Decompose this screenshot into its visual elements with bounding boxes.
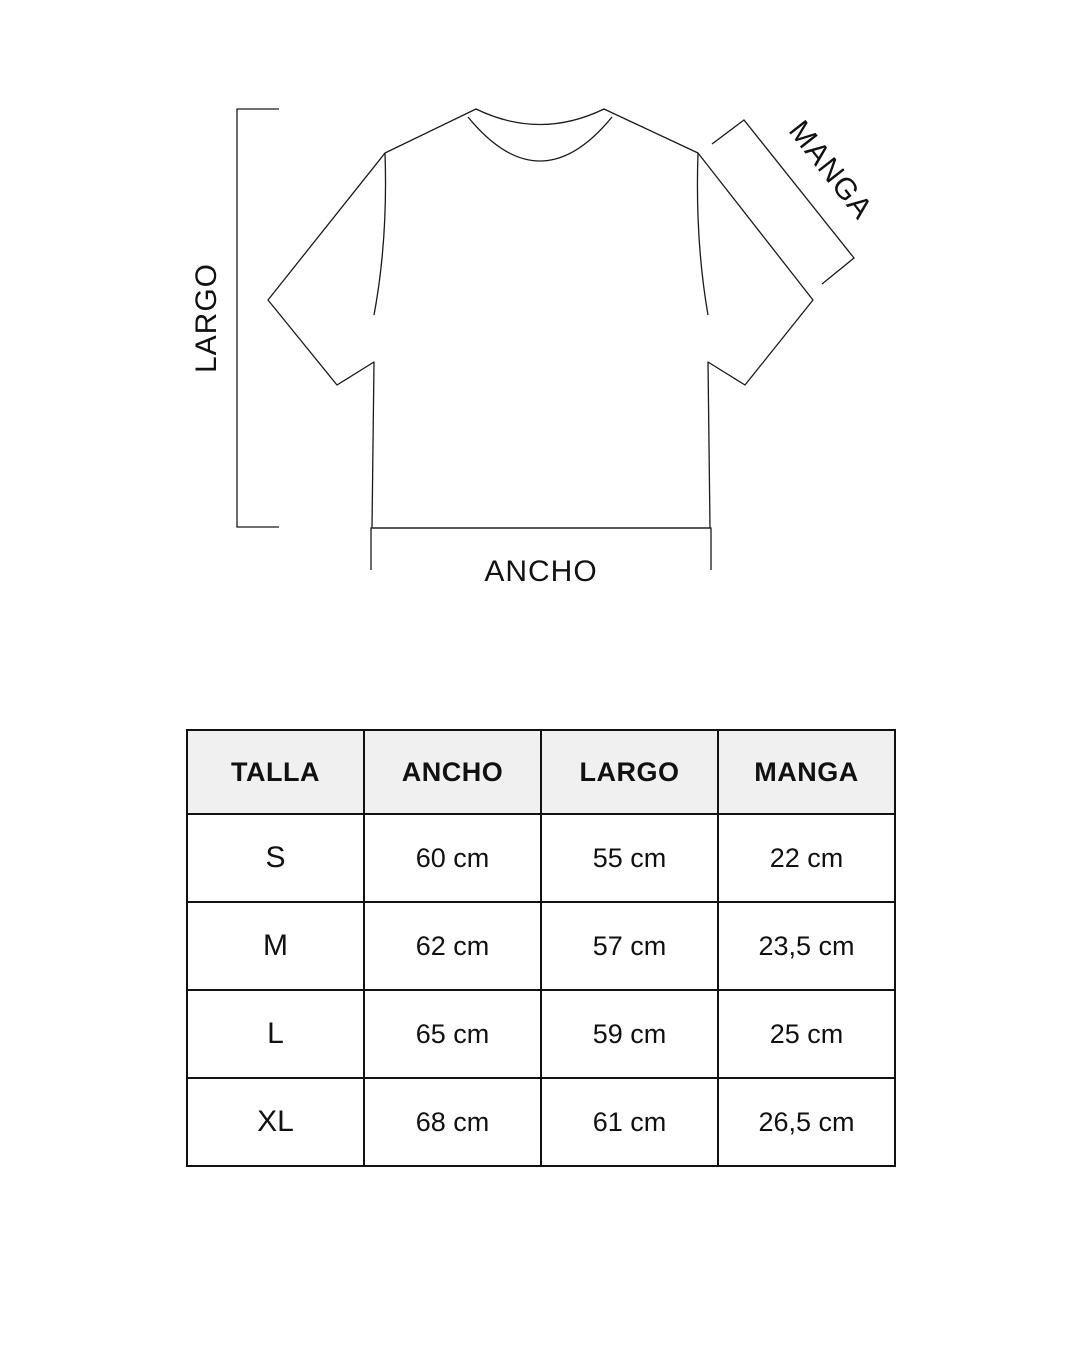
table-header-row xyxy=(187,730,895,814)
manga-cell: 25 cm xyxy=(718,990,895,1078)
right-armhole-seam xyxy=(697,153,708,315)
table-row xyxy=(187,902,895,990)
size-cell: M xyxy=(187,902,364,990)
header-manga: MANGA xyxy=(718,730,895,814)
table-row xyxy=(187,814,895,902)
size-chart-table xyxy=(186,729,896,1167)
header-largo: LARGO xyxy=(541,730,718,814)
largo-cell: 55 cm xyxy=(541,814,718,902)
ancho-cell: 68 cm xyxy=(364,1078,541,1166)
size-cell: XL xyxy=(187,1078,364,1166)
table-row xyxy=(187,1078,895,1166)
ancho-cell: 60 cm xyxy=(364,814,541,902)
manga-cell: 26,5 cm xyxy=(718,1078,895,1166)
ancho-label: ANCHO xyxy=(484,555,598,588)
size-cell: S xyxy=(187,814,364,902)
largo-cell: 57 cm xyxy=(541,902,718,990)
table-row xyxy=(187,990,895,1078)
manga-cell: 23,5 cm xyxy=(718,902,895,990)
tshirt-measurement-diagram xyxy=(0,0,1080,640)
ancho-cell: 62 cm xyxy=(364,902,541,990)
largo-cell: 59 cm xyxy=(541,990,718,1078)
tshirt-outline xyxy=(268,109,813,528)
size-cell: L xyxy=(187,990,364,1078)
ancho-cell: 65 cm xyxy=(364,990,541,1078)
header-talla: TALLA xyxy=(187,730,364,814)
manga-cell: 22 cm xyxy=(718,814,895,902)
largo-bracket xyxy=(237,109,279,527)
header-ancho: ANCHO xyxy=(364,730,541,814)
manga-label: MANGA xyxy=(782,114,879,226)
left-armhole-seam xyxy=(374,153,386,315)
largo-cell: 61 cm xyxy=(541,1078,718,1166)
collar-outline xyxy=(468,117,612,161)
largo-label: LARGO xyxy=(190,262,223,374)
